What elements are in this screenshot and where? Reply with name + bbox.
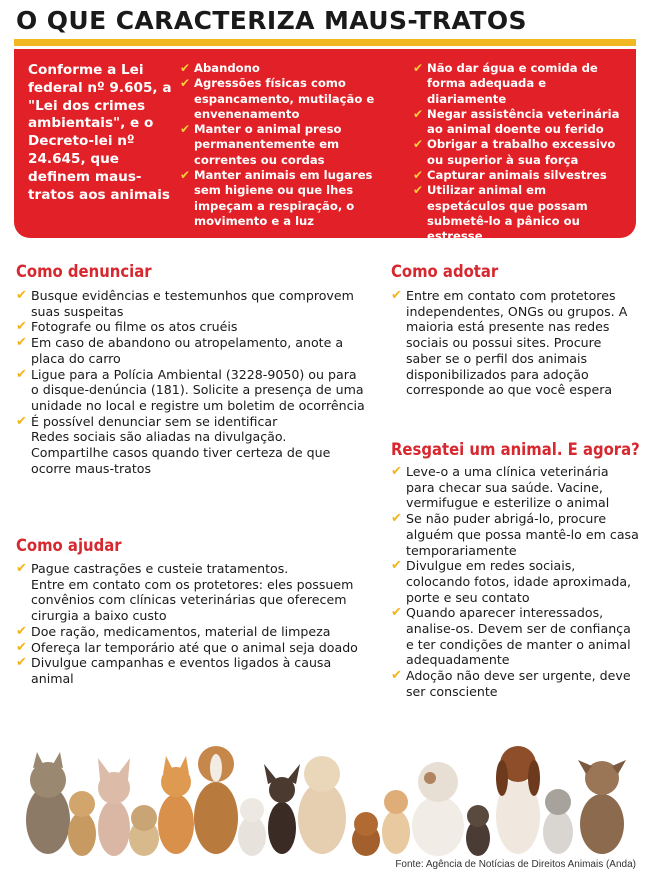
source-credit: Fonte: Agência de Notícias de Direitos Animais (Anda) <box>395 859 636 870</box>
checkmark-icon: ✔ <box>180 61 191 75</box>
checkmark-icon: ✔ <box>180 168 191 183</box>
checkmark-icon: ✔ <box>16 561 27 576</box>
title-underline <box>14 39 636 46</box>
checkmark-icon: ✔ <box>391 668 402 684</box>
list-item <box>391 668 639 699</box>
list-item-text: Busque evidências e testemunhos que comprovem suas suspeitas <box>31 288 354 319</box>
list-item-text: Pague castrações e custeie tratamentos. <box>31 561 289 576</box>
cat-orange <box>158 756 194 854</box>
list-item <box>413 107 625 138</box>
checkmark-icon: ✔ <box>391 288 402 303</box>
list-item <box>391 558 639 605</box>
red-list-col2 <box>413 61 625 245</box>
list-como-denunciar <box>16 288 366 476</box>
page-title: O QUE CARACTERIZA MAUS-TRATOS <box>16 6 527 35</box>
heading-resgatei: Resgatei um animal. E agora? <box>391 440 640 459</box>
list-item <box>180 122 376 168</box>
heading-como-denunciar: Como denunciar <box>16 262 152 281</box>
list-item <box>413 168 625 183</box>
list-como-ajudar <box>16 561 366 687</box>
checkmark-icon: ✔ <box>16 623 27 639</box>
list-item <box>16 367 366 414</box>
checkmark-icon: ✔ <box>391 511 402 527</box>
cat-hairless <box>98 758 130 856</box>
list-item-text: Manter o animal preso permanentemente em correntes ou cordas <box>194 122 342 167</box>
list-item-continuation: Redes sociais são aliadas na divulgação. Compartilhe casos quando tiver certeza de que ocorre maus-tratos <box>31 429 331 476</box>
checkmark-icon: ✔ <box>413 137 424 152</box>
checkmark-icon: ✔ <box>413 183 424 198</box>
checkmark-icon: ✔ <box>16 413 27 429</box>
kitten-white <box>238 798 266 856</box>
list-item-text: Ligue para a Polícia Ambiental (3228-9050) ou para o disque-denúncia (181). Solicite a presença de uma unidade no local e registre um boletim de ocorrência <box>31 366 365 413</box>
list-item <box>180 76 376 122</box>
puppy-brown <box>352 812 380 856</box>
list-item <box>180 61 376 76</box>
list-item <box>16 288 366 319</box>
checkmark-icon: ✔ <box>391 464 402 479</box>
cat-gray-white <box>543 789 573 854</box>
list-item <box>391 288 639 398</box>
list-item <box>16 319 366 335</box>
list-item <box>16 655 366 686</box>
checkmark-icon: ✔ <box>413 106 424 121</box>
list-item <box>413 183 625 244</box>
dog-pit-puppy <box>578 760 626 854</box>
checkmark-icon: ✔ <box>180 76 191 91</box>
list-item <box>391 464 639 511</box>
list-item <box>180 168 376 229</box>
list-item-text: Abandono <box>194 61 260 75</box>
red-list-col1 <box>180 61 376 229</box>
list-item-text: Adoção não deve ser urgente, deve ser consciente <box>406 668 631 699</box>
list-item-continuation: Entre em contato com os protetores: eles possuem convênios com clínicas veterinárias que oferecem cirurgia a baixo custo <box>31 576 354 624</box>
list-item <box>16 561 366 624</box>
heading-como-adotar: Como adotar <box>391 262 499 281</box>
list-item <box>16 335 366 366</box>
list-como-adotar <box>391 288 639 398</box>
checkmark-icon: ✔ <box>16 655 27 671</box>
dog-chihuahua <box>264 764 300 854</box>
list-item-text: Divulgue campanhas e eventos ligados à causa animal <box>31 655 332 686</box>
checkmark-icon: ✔ <box>413 168 424 183</box>
dog-bulldog <box>412 762 464 856</box>
dog-pug <box>129 805 159 856</box>
list-item-text: Não dar água e comida de forma adequada e diariamente <box>427 61 598 106</box>
cats-and-dogs-photo <box>20 738 636 856</box>
list-item-text: Manter animais em lugares sem higiene ou que lhes impeçam a respiração, o movimento e a luz <box>194 168 373 228</box>
list-item-text: Fotografe ou filme os atos cruéis <box>31 319 238 335</box>
dog-beagle <box>194 746 238 854</box>
list-item-text: Leve-o a uma clínica veterinária para checar sua saúde. Vacine, vermifugue e esterilize o animal <box>406 464 610 511</box>
list-item <box>391 605 639 668</box>
checkmark-icon: ✔ <box>391 605 402 621</box>
checkmark-icon: ✔ <box>413 61 424 75</box>
dog-small-tan <box>68 791 96 856</box>
list-item-text: Em caso de abandono ou atropelamento, anote a placa do carro <box>31 335 344 366</box>
list-item <box>16 640 366 656</box>
checkmark-icon: ✔ <box>16 366 27 382</box>
cat-ginger-white <box>382 790 410 854</box>
cat-tabby <box>26 752 70 854</box>
list-item-text: Se não puder abrigá-lo, procure alguém que possa mantê-lo em casa temporariamente <box>406 511 639 558</box>
list-item <box>16 414 366 477</box>
checkmark-icon: ✔ <box>16 335 27 351</box>
list-item-text: Divulgue em redes sociais, colocando fotos, idade aproximada, porte e seu contato <box>406 558 632 605</box>
definition-box <box>14 49 636 244</box>
checkmark-icon: ✔ <box>16 288 27 303</box>
list-item-text: Quando aparecer interessados, analise-os. Devem ser de confiança e ter condições de manter o animal adequadamente <box>406 605 631 668</box>
checkmark-icon: ✔ <box>16 639 27 655</box>
list-resgatei <box>391 464 639 700</box>
dog-small-black <box>466 805 490 856</box>
list-item <box>391 511 639 558</box>
dog-basset-hound <box>496 746 540 854</box>
cat-cream <box>298 756 346 854</box>
list-item <box>413 61 625 107</box>
list-item <box>16 624 366 640</box>
list-item-text: Capturar animais silvestres <box>427 168 607 183</box>
list-item-text: Utilizar animal em espetáculos que possam submetê-lo a pânico ou estresse <box>427 183 588 244</box>
list-item-text: Obrigar a trabalho excessivo ou superior à sua força <box>427 137 616 167</box>
list-item-text: Agressões físicas como espancamento, mutilação e envenenamento <box>194 76 375 121</box>
list-item-text: Doe ração, medicamentos, material de limpeza <box>31 623 331 639</box>
list-item-text: Entre em contato com protetores independentes, ONGs ou grupos. A maioria está presente nas redes sociais ou possui sites. Procure saber se o perfil dos animais disponibilizados para adoção corresponde ao que você espera <box>406 288 628 398</box>
checkmark-icon: ✔ <box>16 319 27 335</box>
heading-como-ajudar: Como ajudar <box>16 536 122 555</box>
law-intro-text: Conforme a Lei federal nº 9.605, a "Lei dos crimes ambientais", e o Decreto-lei nº 24.645, que definem maus-tratos aos animais <box>28 62 172 203</box>
checkmark-icon: ✔ <box>180 122 191 137</box>
list-item-text: É possível denunciar sem se identificar <box>31 413 278 429</box>
checkmark-icon: ✔ <box>391 558 402 574</box>
list-item <box>413 137 625 168</box>
list-item-text: Negar assistência veterinária ao animal doente ou ferido <box>427 106 620 137</box>
list-item-text: Ofereça lar temporário até que o animal seja doado <box>31 639 358 655</box>
